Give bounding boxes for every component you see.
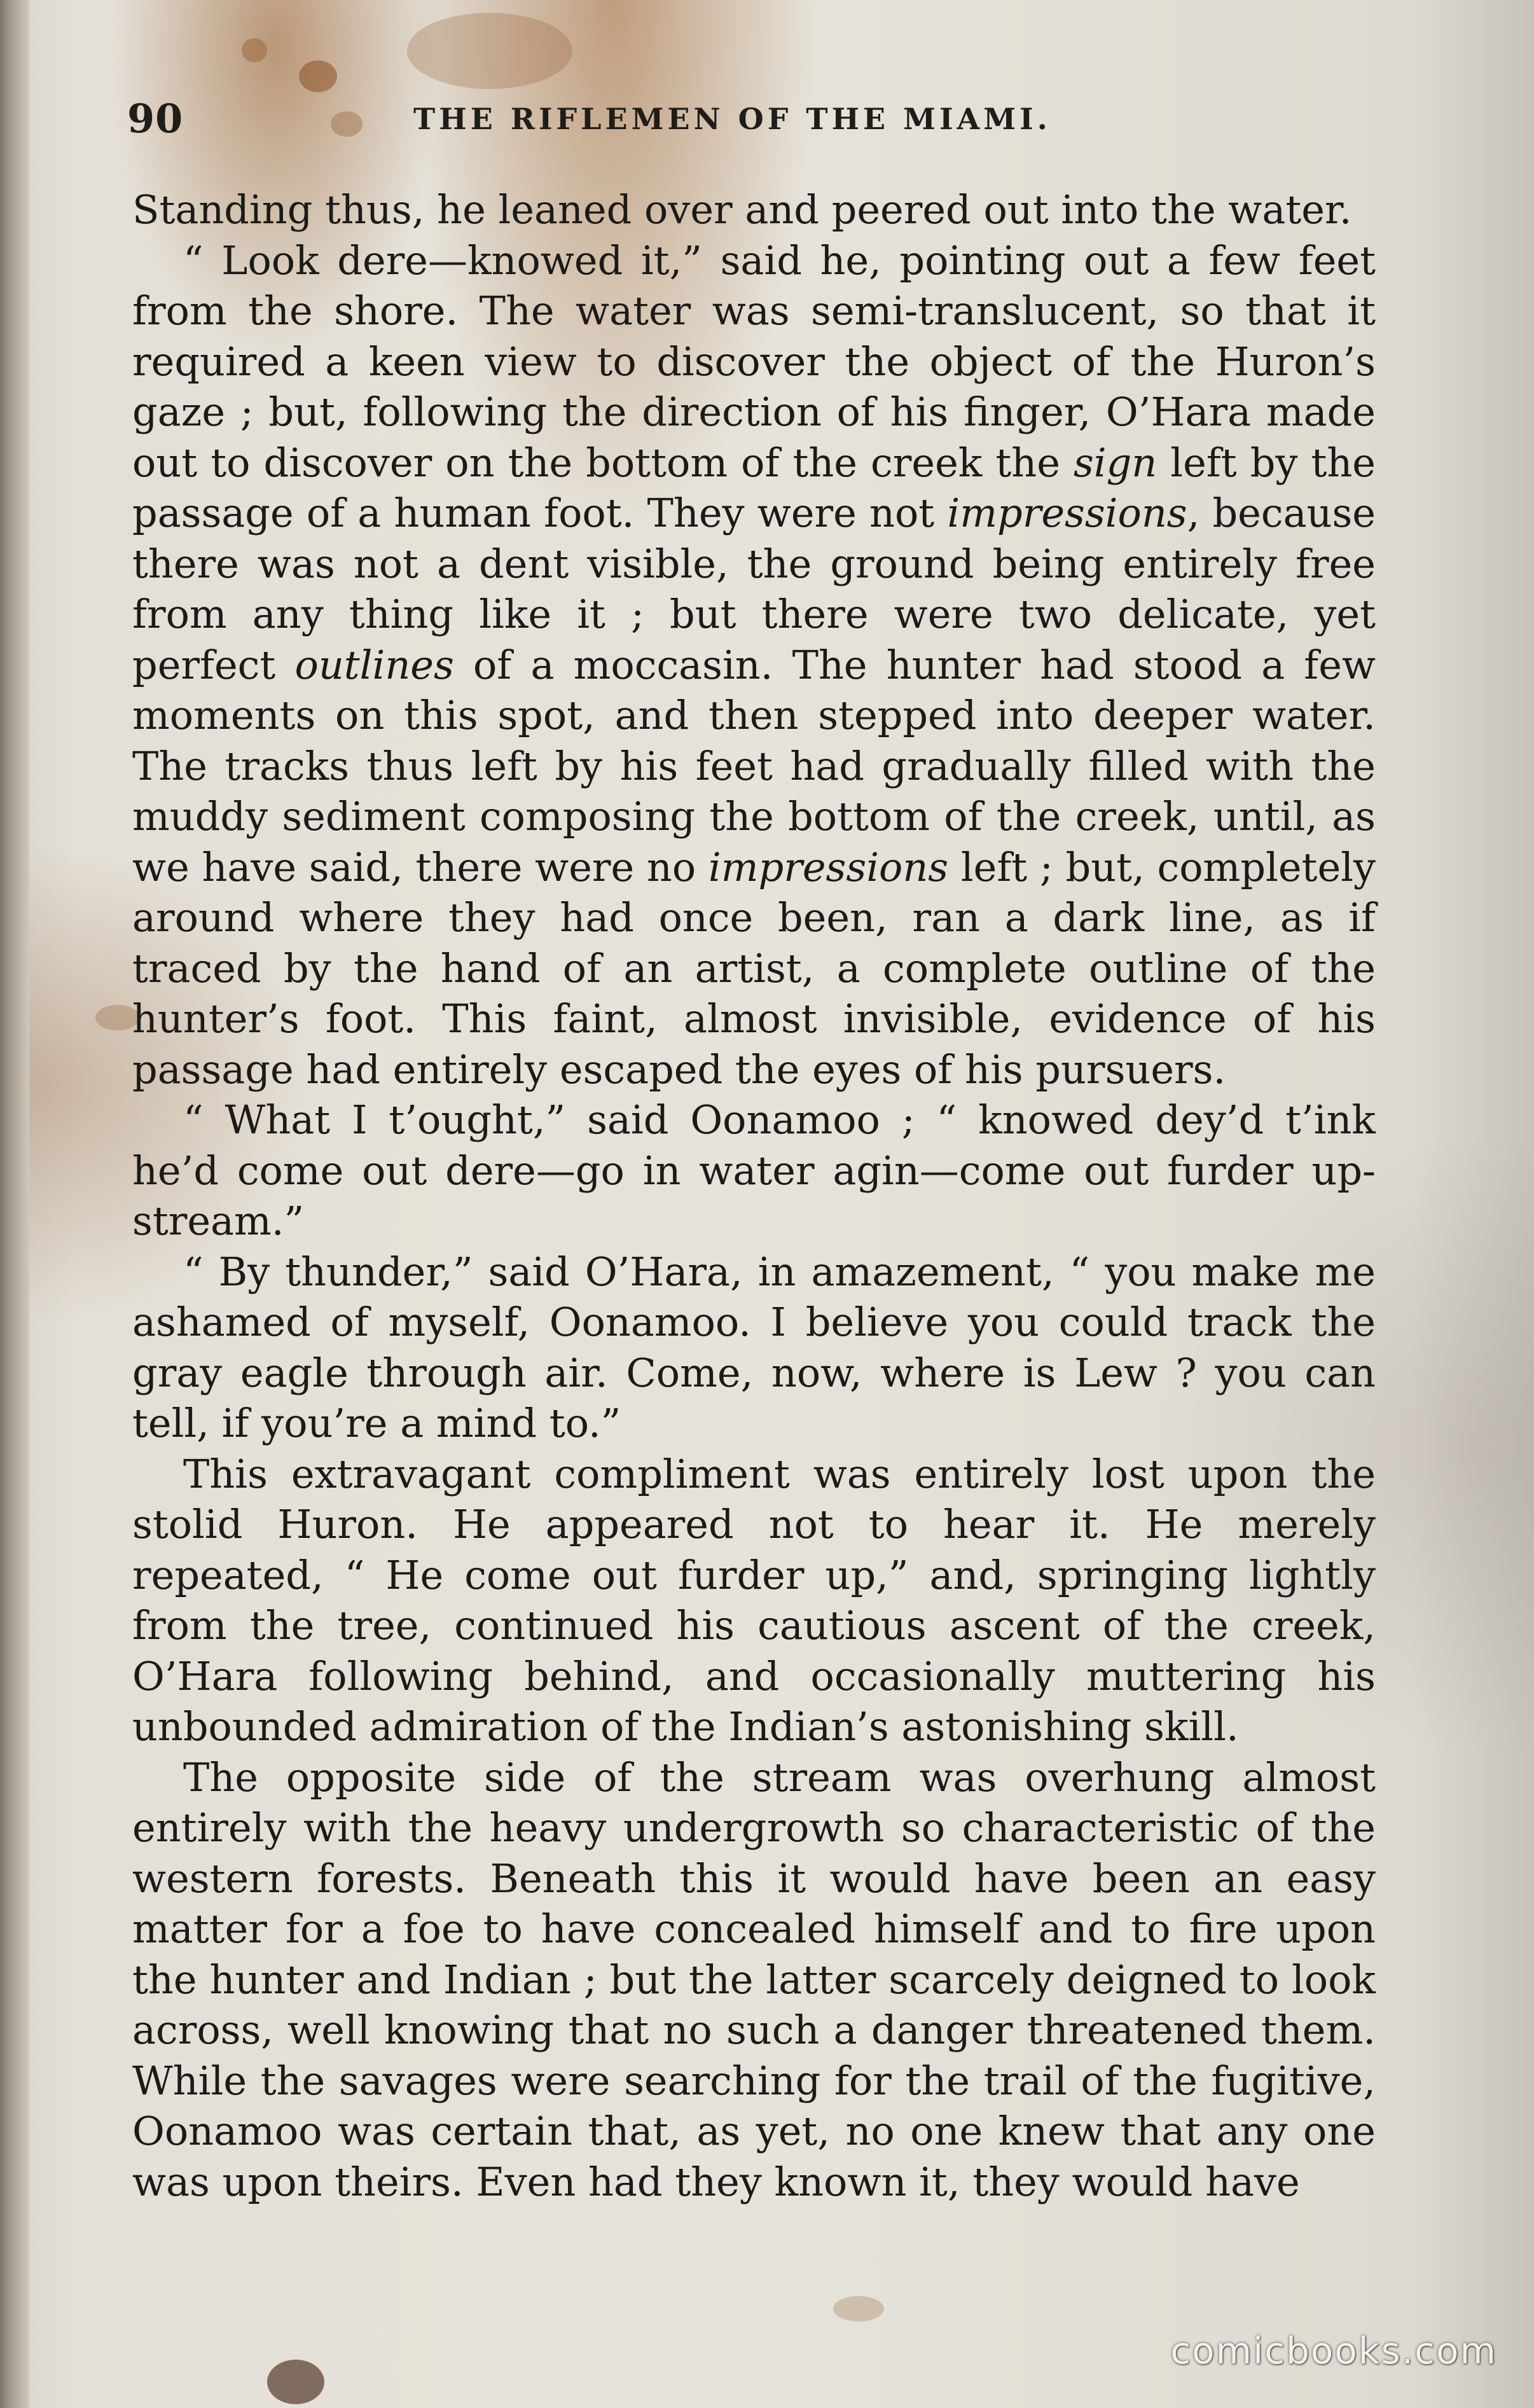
italic-text: sign <box>1073 439 1157 486</box>
text-run: left ; but, completely around where they had once been, ran a dark line, as if traced by the hand of an artist, a complete outline of the hunter’s foot. This faint, almost invisible, evidence of his passage had entirely escaped the eyes of his pursuers. <box>132 843 1376 1093</box>
watermark-logo: comicbooks.com <box>1170 2329 1497 2372</box>
text-run: The opposite side of the stream was overhung almost entirely with the heavy undergrowth so characteristic of the western forests. Beneath this it would have been an easy matter for a foe to have concealed himself and to fire upon the hunter and Indian ; but the latter scarcely deigned to look across, well knowing that no such a danger threatened them. While the savages were searching for the trail of the fugitive, Oonamoo was certain that, as yet, no one knew that any one was upon theirs. Even had they known it, they would have <box>132 1754 1376 2205</box>
text-run: “ By thunder,” said O’Hara, in amazement, “ you make me ashamed of myself, Oonamoo. I believe you could track the gray eagle through air. Come, now, where is Lew ? you can tell, if you’re a mind to.” <box>132 1248 1376 1446</box>
running-title: THE RIFLEMEN OF THE MIAMI. <box>413 102 1051 136</box>
body-text <box>132 184 1376 2207</box>
paragraph <box>132 1449 1376 1752</box>
paragraph <box>132 235 1376 1095</box>
italic-text: impressions <box>708 843 949 890</box>
italic-text: outlines <box>294 641 454 688</box>
text-run: This extravagant compliment was entirely lost upon the stolid Huron. He appeared not to hear it. He merely repeated, “ He come out furder up,” and, springing lightly from the tree, continued his cautious ascent of the creek, O’Hara following behind, and occasionally muttering his unbounded admiration of the Indian’s astonishing skill. <box>132 1450 1376 1750</box>
page-header <box>127 95 1399 140</box>
paragraph <box>132 184 1376 235</box>
text-run: , because there was not a dent visible, the ground being entirely free from any thing like it ; but there were two delicate, yet perfect <box>132 490 1376 688</box>
text-run: “ What I t’ought,” said Oonamoo ; “ knowed dey’d t’ink he’d come out dere—go in water agin—come out furder up-stream.” <box>132 1097 1376 1244</box>
text-run: “ Look dere—knowed it,” said he, pointing out a few feet from the shore. The water was semi-translucent, so that it required a keen view to discover the object of the Huron’s gaze ; but, following the direction of his finger, O’Hara made out to discover on the bottom of the creek the <box>132 237 1376 486</box>
italic-text: impressions <box>947 490 1187 536</box>
foxing-stain <box>833 2296 884 2322</box>
text-run: Standing thus, he leaned over and peered out into the water. <box>132 186 1352 233</box>
foxing-stain <box>407 13 572 89</box>
paragraph <box>132 1095 1376 1247</box>
foxing-stain <box>299 60 337 92</box>
paragraph <box>132 1247 1376 1449</box>
text-run: of a moccasin. The hunter had stood a few moments on this spot, and then stepped into deeper water. The tracks thus left by his feet had gradually filled with the muddy sediment composing the bottom of the creek, until, as we have said, there were no <box>132 641 1376 890</box>
text-run: left by the passage of a human foot. They were not <box>132 439 1376 536</box>
page-number: 90 <box>127 95 184 142</box>
foxing-stain <box>267 2360 324 2404</box>
foxing-stain <box>242 38 267 62</box>
book-spine-shadow <box>0 0 29 2408</box>
paragraph <box>132 1752 1376 2208</box>
